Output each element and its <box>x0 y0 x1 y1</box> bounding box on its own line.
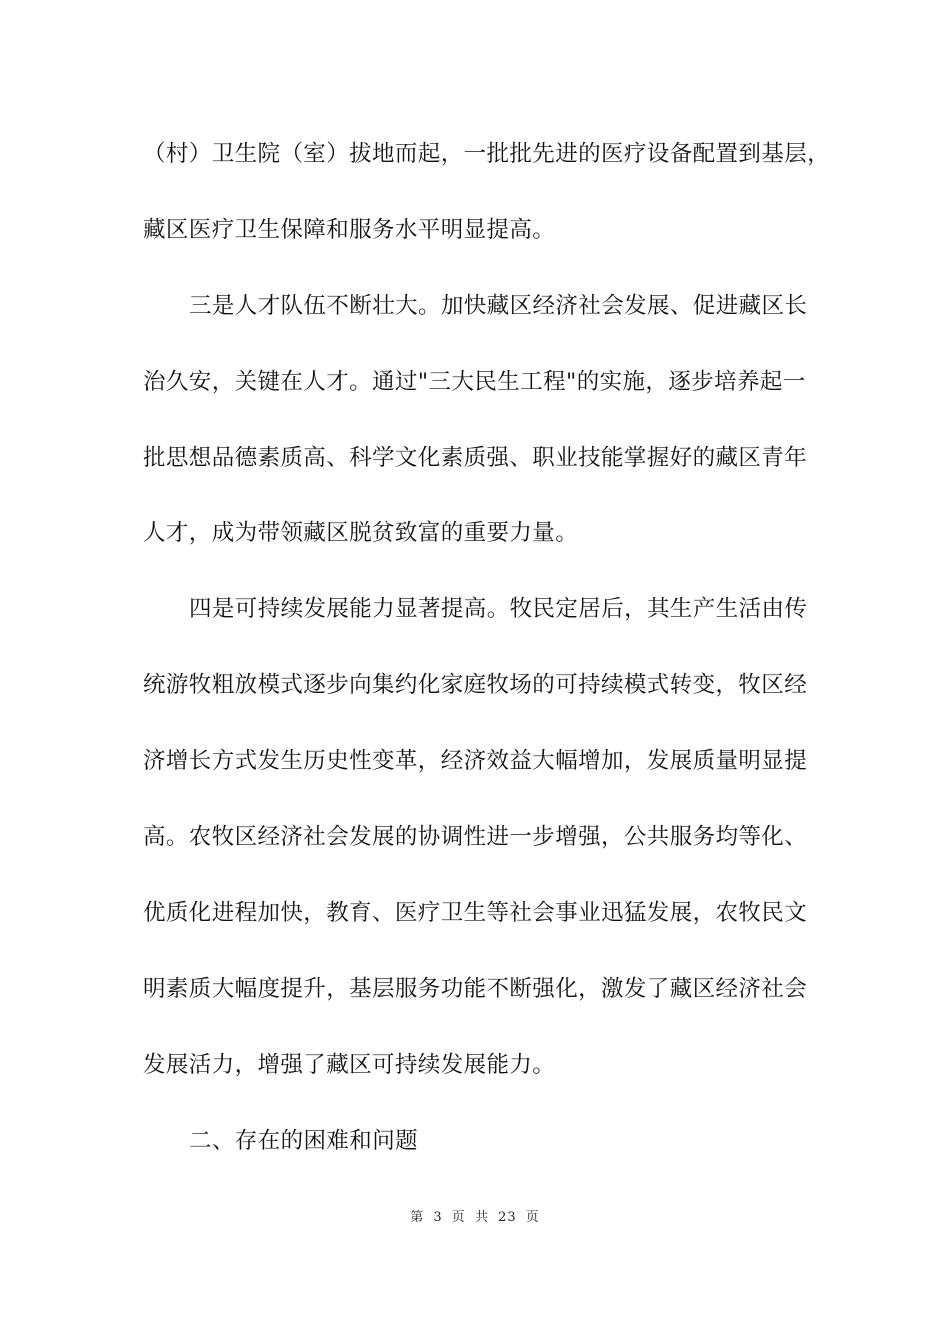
text-line: 发展活力，增强了藏区可持续发展能力。 <box>143 1051 556 1078</box>
footer-suffix: 页 <box>525 1210 540 1225</box>
text-line: 明素质大幅度提升，基层服务功能不断强化，激发了藏区经济社会 <box>143 975 808 1002</box>
text-line: 优质化进程加快，教育、医疗卫生等社会事业迅猛发展，农牧民文 <box>143 899 808 926</box>
text-line: 藏区医疗卫生保障和服务水平明显提高。 <box>143 216 556 243</box>
text-line: 人才，成为带领藏区脱贫致富的重要力量。 <box>143 520 579 547</box>
page-footer <box>0 1206 950 1225</box>
text-line: 高。农牧区经济社会发展的协调性进一步增强，公共服务均等化、 <box>143 824 808 851</box>
text-line: 三是人才队伍不断壮大。加快藏区经济社会发展、促进藏区长 <box>189 292 808 319</box>
text-line: （村）卫生院（室）拔地而起，一批批先进的医疗设备配置到基层， <box>143 141 831 167</box>
text-line: 治久安，关键在人才。通过"三大民生工程"的实施，逐步培养起一 <box>143 368 806 395</box>
footer-page-word: 页 <box>451 1210 466 1225</box>
text-line: 统游牧粗放模式逐步向集约化家庭牧场的可持续模式转变，牧区经 <box>143 672 808 699</box>
text-line: 四是可持续发展能力显著提高。牧民定居后，其生产生活由传 <box>189 596 808 623</box>
text-line: 批思想品德素质高、科学文化素质强、职业技能掌握好的藏区青年 <box>143 444 808 471</box>
current-page-number: 3 <box>433 1210 443 1225</box>
footer-prefix: 第 <box>410 1210 425 1225</box>
text-line: 济增长方式发生历史性变革，经济效益大幅增加，发展质量明显提 <box>143 748 808 775</box>
body-text <box>143 130 833 1192</box>
section-heading: 二、存在的困难和问题 <box>189 1127 419 1154</box>
footer-total-word: 共 <box>474 1210 489 1225</box>
total-pages-number: 23 <box>498 1210 517 1225</box>
